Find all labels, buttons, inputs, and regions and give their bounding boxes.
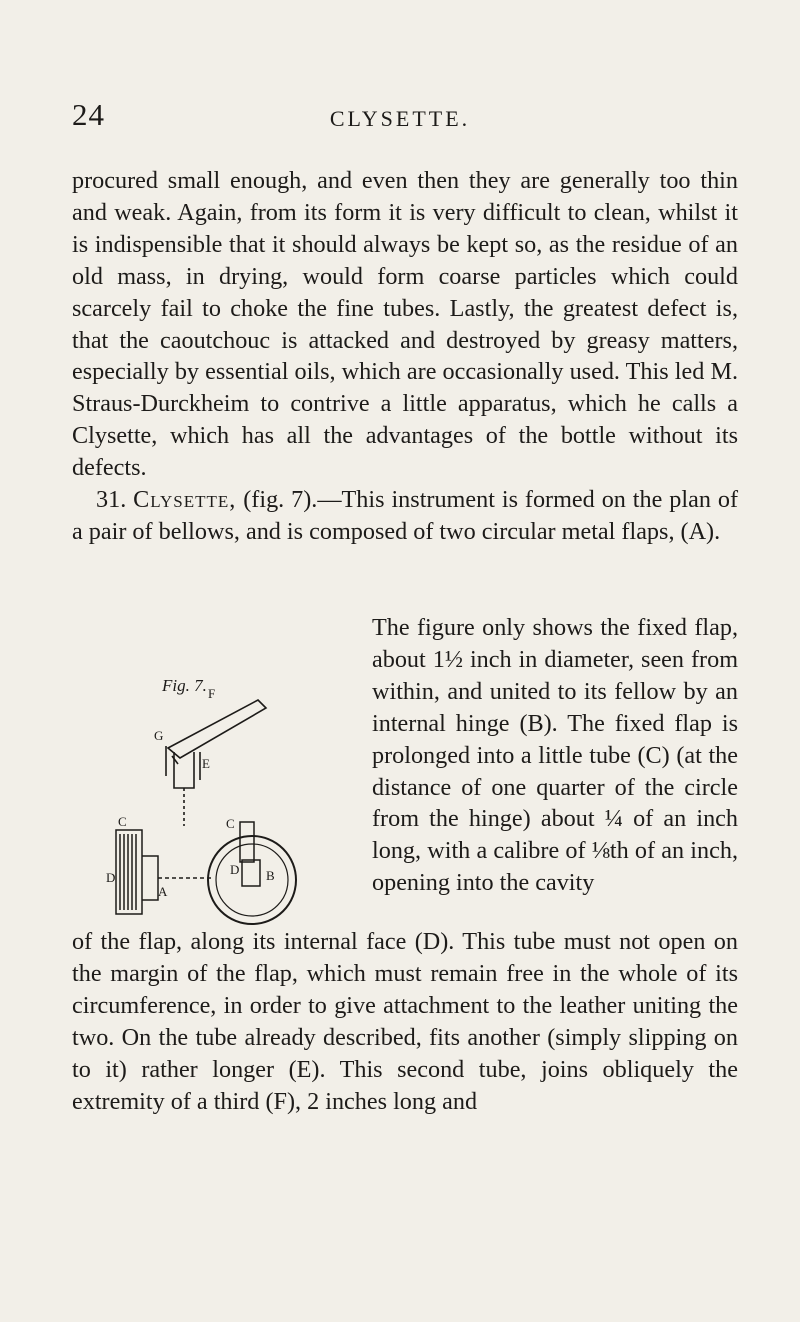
section-heading: Clysette, <box>133 486 237 514</box>
flap-front-view <box>208 822 296 924</box>
figure-label-a: A <box>158 884 168 899</box>
wrap-text-3: of an inch long, with a calibre of <box>372 805 739 865</box>
running-head: CLYSETTE. <box>329 106 471 131</box>
wrap-text-4: of an inch, opening into the cavity <box>372 837 738 897</box>
page-number: 24 <box>72 97 105 132</box>
tube-assembly-drawing <box>166 700 266 826</box>
flap-side-view <box>116 830 212 914</box>
figure-label-c-left: C <box>118 814 127 829</box>
paragraph-2-rest: of the flap, along its internal face (D). This tube must not open on the margin of the flap, which must remain free in the whole of its circumference, in order to give attachment to the leather uniting the two. On the tube already described, fits another (simply slipping on to it) rather longer (E). This second tube, joins obliquely the extremity of a third (F), 2 inches long and <box>72 928 738 1115</box>
paragraph-lower <box>72 926 738 1117</box>
figure-label-e: E <box>202 756 210 771</box>
fraction-one-quarter: ¼ <box>604 805 623 833</box>
clysette-figure <box>108 676 340 926</box>
figure-label-f: F <box>208 686 216 701</box>
fraction-one-half: 1½ <box>432 645 463 673</box>
paragraph-2-lead <box>72 484 738 548</box>
figure-label-d-inner: D <box>230 862 240 877</box>
figure-label-g: G <box>154 728 164 743</box>
figure-label-b: B <box>266 868 275 883</box>
figure-label-d-left: D <box>106 870 116 885</box>
section-lead: (fig. 7).—This instrument is formed on the plan of a pair of bellows, and is composed of two circular metal flaps, (A). <box>72 486 739 545</box>
section-number: 31. <box>96 486 127 514</box>
fraction-one-eighth: ⅛th <box>591 837 629 865</box>
figure-label-c-right: C <box>226 816 235 831</box>
figure-caption: Fig. 7. <box>162 676 207 695</box>
wrap-text-1: The figure only shows the fixed flap, about <box>372 614 738 673</box>
paragraph-upper <box>72 165 738 548</box>
wrap-text-2: inch in diameter, seen from within, and united to its fellow by an internal hinge (B). The fixed flap is prolonged into a little tube (C) (at the distance of one quarter of the circle from the hinge) about <box>372 645 739 833</box>
paragraph-1: procured small enough, and even then they are generally too thin and weak. Again, from its form it is very difficult to clean, whilst it is indispensible that it should always be kept so, as the residue of an old mass, in drying, would form coarse particles which could scarcely fail to choke the fine tubes. Lastly, the greatest defect is, that the caoutchouc is attacked and destroyed by greasy matters, especially by essential oils, which are occasionally used. This led M. Straus-Durckheim to contrive a little apparatus, which he calls a Clysette, which has all the advantages of the bottle without its defects. <box>72 167 738 482</box>
figure-wrap-text <box>372 612 738 899</box>
